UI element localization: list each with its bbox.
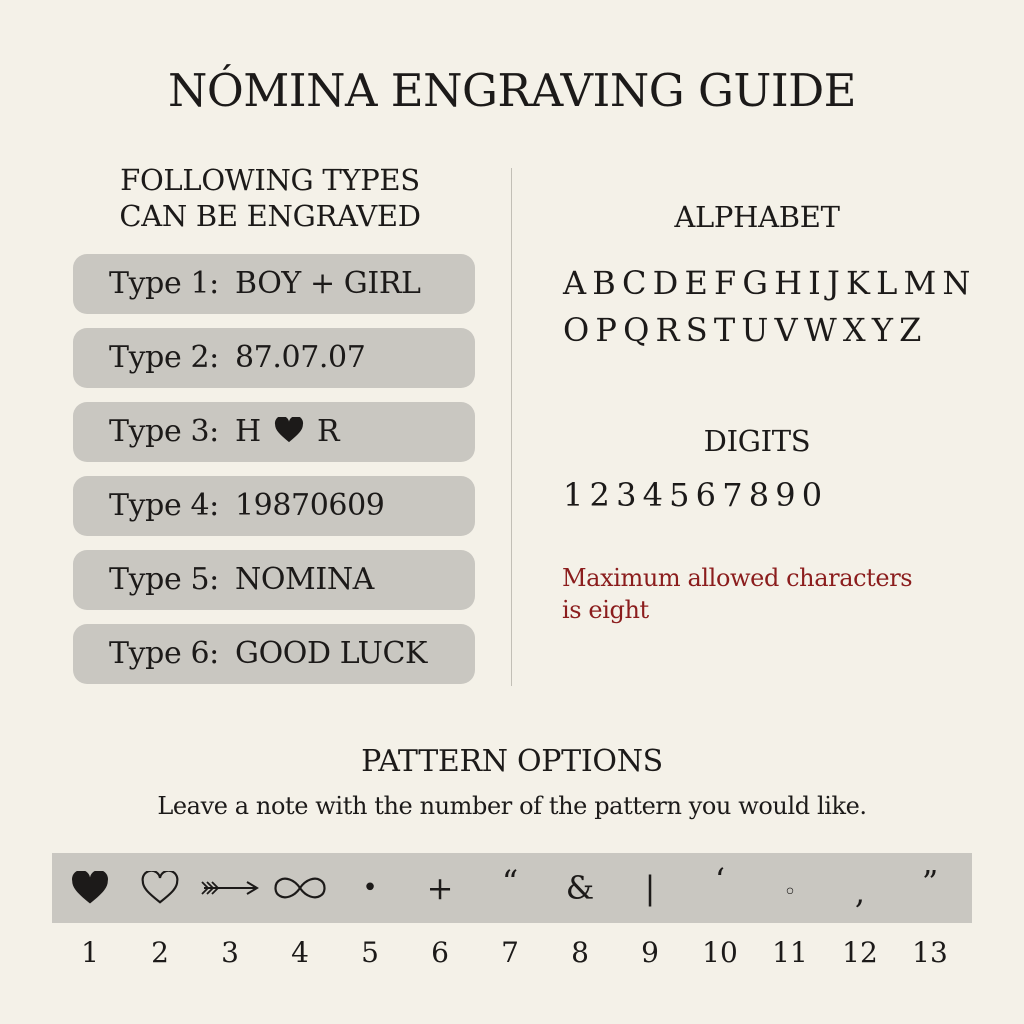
type-label: Type 5: (109, 562, 219, 597)
type-label: Type 2: (109, 340, 219, 375)
type-value-right: R (317, 414, 340, 449)
ampersand-icon: & (565, 869, 595, 907)
pattern-number: 11 (772, 936, 808, 969)
type-value-left: H (235, 414, 261, 449)
pattern-number: 8 (571, 936, 589, 969)
pattern-number: 1 (81, 936, 99, 969)
pattern-11 (758, 853, 822, 923)
pattern-10 (688, 853, 752, 923)
outline-heart-icon (141, 871, 179, 905)
alphabet-heading: ALPHABET (674, 200, 840, 234)
pattern-number: 3 (221, 936, 239, 969)
open-quote-icon: “ (501, 863, 519, 901)
types-heading-line2: CAN BE ENGRAVED (119, 199, 421, 233)
pattern-8 (548, 853, 612, 923)
pattern-number: 13 (912, 936, 948, 969)
pattern-number: 7 (501, 936, 519, 969)
pattern-13 (898, 853, 962, 923)
type-row-3 (73, 402, 475, 462)
pattern-9 (618, 853, 682, 923)
type-value: GOOD LUCK (235, 636, 428, 671)
type-value (235, 402, 339, 462)
type-row-5 (73, 550, 475, 610)
plus-icon: + (426, 869, 454, 907)
heart-icon (274, 417, 304, 443)
pattern-number: 9 (641, 936, 659, 969)
pattern-5 (338, 853, 402, 923)
type-value: NOMINA (235, 562, 374, 597)
apostrophe-icon: ‘ (714, 861, 726, 899)
pattern-2 (128, 853, 192, 923)
pattern-1 (58, 853, 122, 923)
max-note-line1: Maximum allowed characters (562, 564, 913, 592)
types-heading (60, 162, 480, 234)
max-note-line2: is eight (562, 596, 649, 624)
pattern-7 (478, 853, 542, 923)
type-value: 87.07.07 (235, 340, 366, 375)
type-value: BOY + GIRL (235, 266, 421, 301)
page-title: NÓMINA ENGRAVING GUIDE (167, 64, 857, 117)
alphabet-line-2: O P Q R S T U V W X Y Z (563, 311, 922, 349)
filled-heart-icon (71, 871, 109, 905)
vertical-bar-icon: | (644, 869, 656, 907)
small-circle-icon: ◦ (783, 879, 797, 905)
pattern-number: 12 (842, 936, 878, 969)
type-label: Type 3: (109, 414, 219, 449)
comma-icon: , (854, 873, 866, 911)
alphabet-line-1: A B C D E F G H I J K L M N (563, 264, 971, 302)
pattern-number: 10 (702, 936, 738, 969)
type-row-4 (73, 476, 475, 536)
type-label: Type 6: (109, 636, 219, 671)
type-label: Type 4: (109, 488, 219, 523)
pattern-number: 5 (361, 936, 379, 969)
pattern-12 (828, 853, 892, 923)
pattern-4 (268, 853, 332, 923)
max-characters-note (562, 562, 982, 626)
pattern-number: 2 (151, 936, 169, 969)
digits-heading: DIGITS (703, 424, 811, 458)
pattern-6 (408, 853, 472, 923)
pattern-number: 4 (291, 936, 309, 969)
type-value: 19870609 (235, 488, 385, 523)
close-quote-icon: ” (921, 863, 939, 901)
infinity-icon (271, 874, 329, 902)
pattern-strip (52, 853, 972, 923)
type-row-6 (73, 624, 475, 684)
dot-icon: • (362, 873, 378, 903)
digits-line: 1 2 3 4 5 6 7 8 9 0 (563, 476, 823, 514)
type-row-2 (73, 328, 475, 388)
pattern-number: 6 (431, 936, 449, 969)
arrow-icon (200, 878, 260, 898)
pattern-3 (198, 853, 262, 923)
pattern-note: Leave a note with the number of the pattern you would like. (157, 792, 867, 820)
types-heading-line1: FOLLOWING TYPES (120, 163, 420, 197)
pattern-heading: PATTERN OPTIONS (361, 744, 663, 779)
type-label: Type 1: (109, 266, 219, 301)
type-row-1 (73, 254, 475, 314)
